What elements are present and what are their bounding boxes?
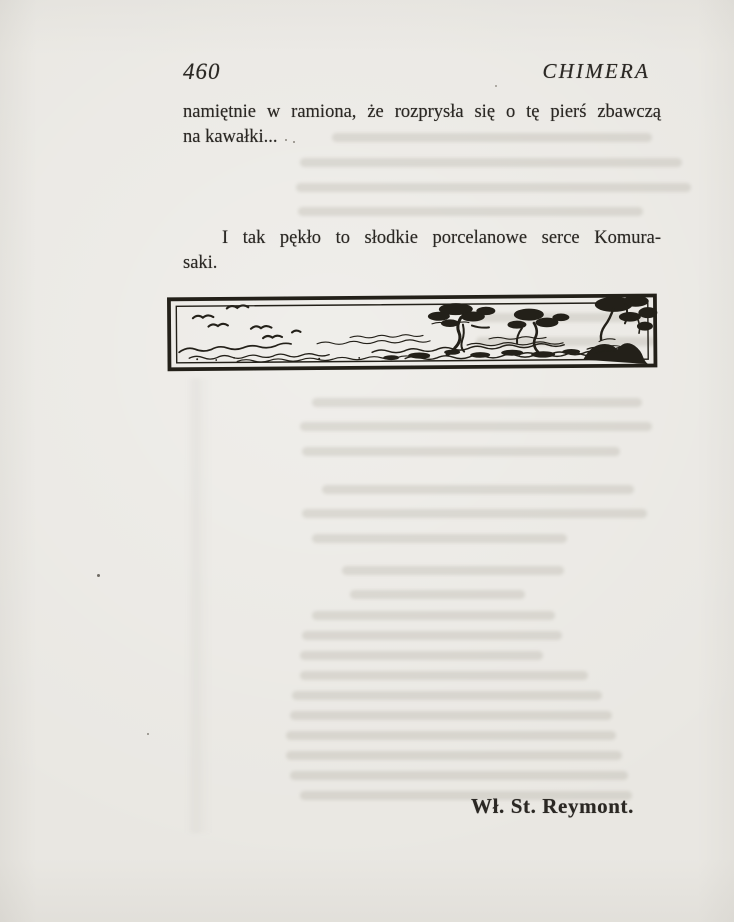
show-through-line xyxy=(300,671,588,680)
dust-speck xyxy=(285,139,287,141)
show-through-line xyxy=(290,711,612,720)
show-through-line xyxy=(322,485,634,494)
paragraph-2-line-1: I tak pękło to słodkie porcelanowe serce Komura- xyxy=(222,228,661,248)
show-through-line xyxy=(300,422,652,431)
dust-speck xyxy=(147,733,149,735)
show-through-line xyxy=(286,751,622,760)
paper-crease-shadow xyxy=(186,378,212,833)
show-through-line xyxy=(292,691,602,700)
show-through-line xyxy=(296,183,691,192)
author-signature: Wł. St. Reymont. xyxy=(470,794,634,818)
show-through-line xyxy=(302,509,647,518)
paragraph-1-line-1: namiętnie w ramiona, że rozprysła się o tę pierś zbawczą xyxy=(183,102,661,122)
journal-title: CHIMERA xyxy=(542,59,650,83)
show-through-line xyxy=(290,771,628,780)
vignette-svg xyxy=(167,293,659,373)
paragraph-1 xyxy=(183,100,661,149)
show-through-line xyxy=(302,631,562,640)
dust-speck xyxy=(293,141,295,143)
show-through-line xyxy=(300,158,682,167)
show-through-line xyxy=(298,207,643,216)
show-through-line xyxy=(350,590,525,599)
landscape-vignette-illustration xyxy=(167,293,659,373)
mist-water-lines xyxy=(179,321,630,363)
show-through-line xyxy=(286,731,616,740)
page-number: 460 xyxy=(183,59,221,84)
show-through-line xyxy=(312,611,555,620)
show-through-line xyxy=(302,447,620,456)
show-through-line xyxy=(342,566,564,575)
birds-icon xyxy=(193,305,301,339)
show-through-line xyxy=(300,651,543,660)
show-through-line xyxy=(312,398,642,407)
paragraph-1-line-2: na kawałki... xyxy=(183,126,278,147)
show-through-line xyxy=(312,534,567,543)
paragraph-2 xyxy=(183,226,661,275)
paragraph-2-line-2: saki. xyxy=(183,252,218,273)
